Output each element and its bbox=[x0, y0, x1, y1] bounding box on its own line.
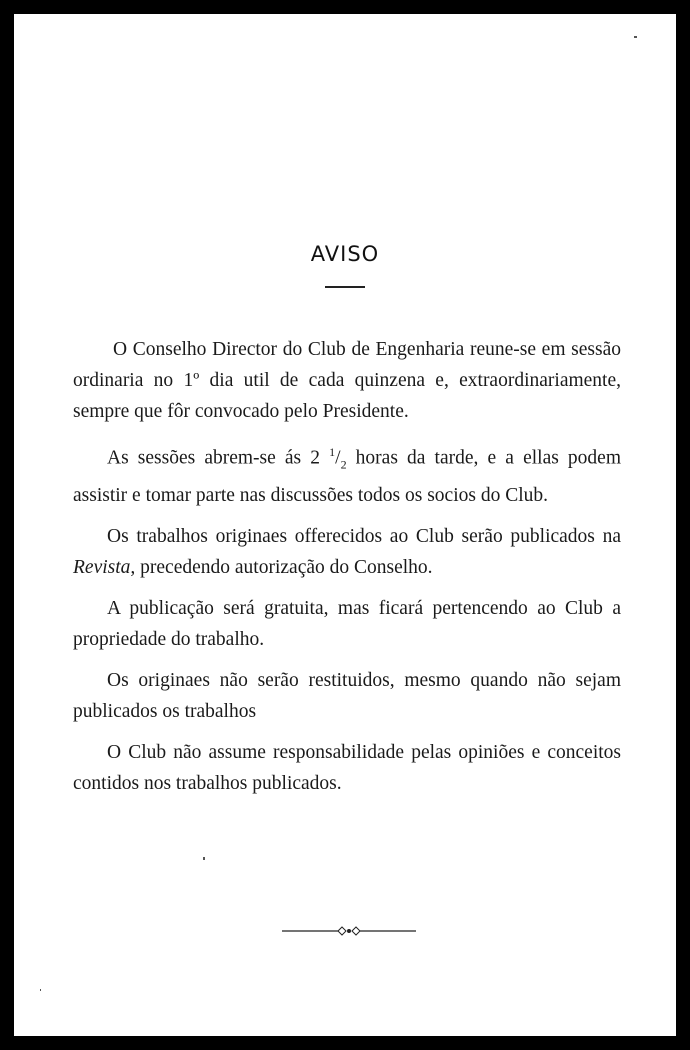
revista-title: Revista, bbox=[73, 557, 136, 579]
document-page bbox=[14, 14, 676, 1036]
paragraph-submissions bbox=[73, 521, 621, 583]
paragraph-publication: A publicação será gratuita, mas ficará pertencendo ao Club a propriedade do trabalho. bbox=[73, 598, 621, 651]
fraction-numerator: 1 bbox=[329, 445, 336, 459]
paragraph-responsibility: O Club não assume responsabilidade pelas opiniões e conceitos contidos nos trabalhos publicados. bbox=[73, 742, 621, 795]
sessions-text-before: As sessões abrem-se ás 2 bbox=[107, 447, 330, 469]
paragraph-sessions: As sessões abrem-se ás 2 $^1/_2$ horas da tarde, e a ellas podem assistir e tomar parte nas discussões todos os socios do Club. bbox=[73, 445, 621, 507]
ornament-divider bbox=[282, 920, 416, 942]
notice-body bbox=[73, 334, 621, 809]
submissions-text-after: precedendo autorização do Conselho. bbox=[135, 557, 433, 579]
paragraph-originals: Os originaes não serão restituidos, mesmo quando não sejam publicados os trabalhos bbox=[73, 670, 621, 723]
sessions-text-after: horas da tarde, e a ellas podem assistir e tomar parte nas discussões todos os socios do Club. bbox=[73, 447, 621, 507]
submissions-text-before: Os trabalhos originaes offerecidos ao Club serão publicados na bbox=[107, 526, 621, 548]
paper-speck bbox=[634, 36, 637, 38]
title-rule bbox=[325, 286, 365, 288]
paper-speck bbox=[40, 989, 41, 991]
fraction-denominator: 2 bbox=[340, 457, 347, 472]
paper-speck bbox=[203, 857, 205, 860]
page-title: AVISO bbox=[310, 242, 380, 266]
paragraph-meetings: O Conselho Director do Club de Engenharia reune-se em sessão ordinaria no 1º dia util de cada quinzena e, extraordinariamente, sempre que fôr convocado pelo Presidente. bbox=[73, 339, 621, 422]
